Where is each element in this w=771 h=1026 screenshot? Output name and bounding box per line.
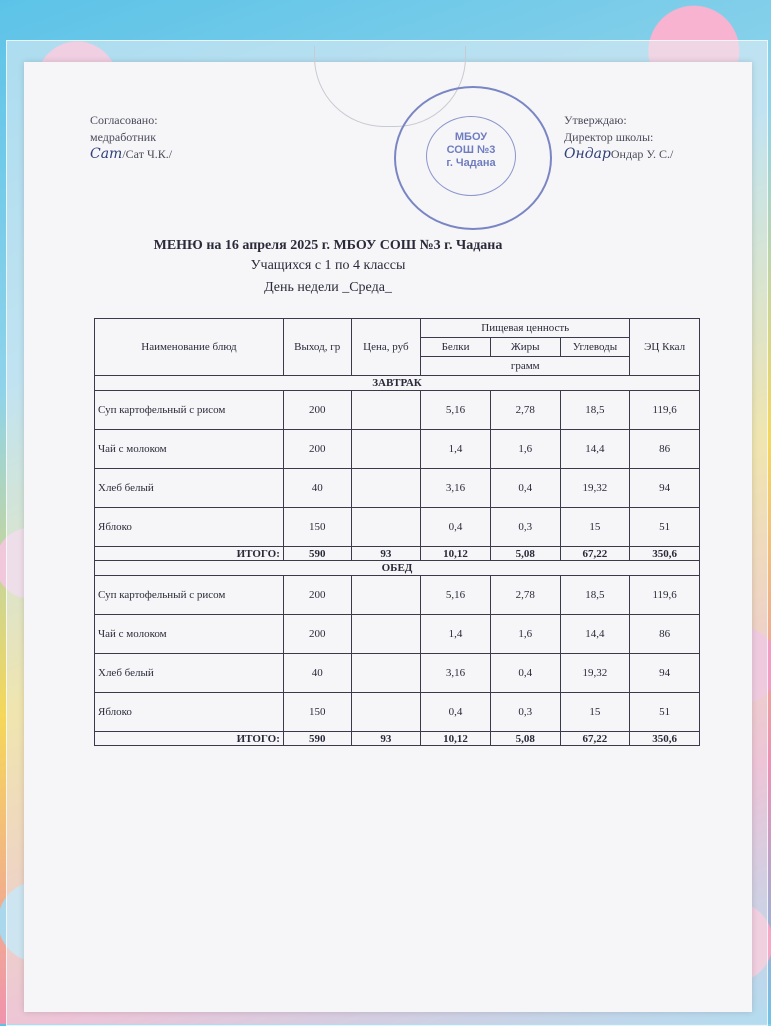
- dish-protein: 1,4: [421, 615, 491, 654]
- total-fat: 5,08: [490, 547, 560, 561]
- dish-fat: 1,6: [490, 430, 560, 469]
- dish-output: 200: [283, 576, 351, 615]
- dish-kcal: 51: [630, 508, 700, 547]
- total-protein: 10,12: [421, 732, 491, 746]
- signature-right: Ондар: [564, 146, 611, 162]
- total-row: [95, 547, 700, 561]
- table-row: [95, 615, 700, 654]
- col-fat-header: Жиры: [490, 338, 560, 357]
- school-stamp: [394, 86, 552, 230]
- menu-table: [94, 318, 700, 746]
- dish-name: Чай с молоком: [95, 430, 284, 469]
- dish-carbs: 18,5: [560, 576, 630, 615]
- dish-kcal: 94: [630, 469, 700, 508]
- dish-output: 200: [283, 391, 351, 430]
- dish-kcal: 86: [630, 430, 700, 469]
- table-row: [95, 430, 700, 469]
- total-output: 590: [283, 732, 351, 746]
- total-label: ИТОГО:: [95, 732, 284, 746]
- col-price-header: Цена, руб: [351, 319, 421, 376]
- dish-name: Чай с молоком: [95, 615, 284, 654]
- dish-fat: 0,3: [490, 508, 560, 547]
- dish-carbs: 15: [560, 693, 630, 732]
- col-nutrition-header: Пищевая ценность: [421, 319, 630, 338]
- dish-output: 150: [283, 508, 351, 547]
- dish-price: [351, 469, 421, 508]
- dish-protein: 3,16: [421, 469, 491, 508]
- dish-output: 200: [283, 430, 351, 469]
- dish-kcal: 51: [630, 693, 700, 732]
- dish-carbs: 19,32: [560, 469, 630, 508]
- dish-fat: 0,3: [490, 693, 560, 732]
- total-kcal: 350,6: [630, 547, 700, 561]
- stamp-line2: СОШ №3: [446, 144, 496, 156]
- approval-left-line1: Согласовано:: [90, 113, 158, 127]
- table-row: [95, 508, 700, 547]
- dish-price: [351, 576, 421, 615]
- dish-name: Хлеб белый: [95, 654, 284, 693]
- dish-fat: 1,6: [490, 615, 560, 654]
- table-row: [95, 693, 700, 732]
- dish-price: [351, 654, 421, 693]
- menu-sheet: [24, 62, 752, 1012]
- dish-output: 150: [283, 693, 351, 732]
- dish-protein: 0,4: [421, 693, 491, 732]
- dish-protein: 3,16: [421, 654, 491, 693]
- dish-protein: 5,16: [421, 576, 491, 615]
- table-row: [95, 654, 700, 693]
- col-name-header: Наименование блюд: [95, 319, 284, 376]
- table-row: [95, 576, 700, 615]
- dish-kcal: 119,6: [630, 576, 700, 615]
- approval-left-name: /Сат Ч.К./: [122, 147, 173, 161]
- section-title: ЗАВТРАК: [95, 376, 700, 391]
- total-price: 93: [351, 547, 421, 561]
- col-protein-header: Белки: [421, 338, 491, 357]
- dish-name: Яблоко: [95, 693, 284, 732]
- dish-fat: 2,78: [490, 391, 560, 430]
- total-label: ИТОГО:: [95, 547, 284, 561]
- menu-weekday: День недели _Среда_: [264, 280, 392, 295]
- dish-carbs: 14,4: [560, 430, 630, 469]
- section-row: [95, 376, 700, 391]
- menu-body: [95, 376, 700, 746]
- dish-name: Суп картофельный с рисом: [95, 576, 284, 615]
- dish-output: 200: [283, 615, 351, 654]
- approval-right: [564, 112, 673, 163]
- dish-price: [351, 693, 421, 732]
- dish-fat: 0,4: [490, 469, 560, 508]
- total-protein: 10,12: [421, 547, 491, 561]
- menu-subtitle: Учащихся с 1 по 4 классы: [250, 258, 406, 273]
- total-price: 93: [351, 732, 421, 746]
- dish-protein: 5,16: [421, 391, 491, 430]
- stamp-inner: [426, 116, 516, 196]
- dish-price: [351, 391, 421, 430]
- dish-name: Хлеб белый: [95, 469, 284, 508]
- menu-title: МЕНЮ на 16 апреля 2025 г. МБОУ СОШ №3 г. Чадана: [153, 238, 503, 253]
- total-output: 590: [283, 547, 351, 561]
- dish-carbs: 18,5: [560, 391, 630, 430]
- col-output-header: Выход, гр: [283, 319, 351, 376]
- approval-right-signature-line: [564, 146, 673, 163]
- dish-output: 40: [283, 469, 351, 508]
- stamp-line1: МБОУ: [454, 131, 488, 143]
- section-title: ОБЕД: [95, 561, 700, 576]
- dish-carbs: 14,4: [560, 615, 630, 654]
- dish-carbs: 19,32: [560, 654, 630, 693]
- dish-price: [351, 430, 421, 469]
- signature-left: Сат: [90, 146, 123, 162]
- dish-kcal: 119,6: [630, 391, 700, 430]
- total-row: [95, 732, 700, 746]
- dish-name: Суп картофельный с рисом: [95, 391, 284, 430]
- dish-fat: 2,78: [490, 576, 560, 615]
- section-row: [95, 561, 700, 576]
- approval-right-name: Ондар У. С./: [610, 147, 674, 161]
- dish-protein: 1,4: [421, 430, 491, 469]
- dish-kcal: 86: [630, 615, 700, 654]
- total-kcal: 350,6: [630, 732, 700, 746]
- dish-fat: 0,4: [490, 654, 560, 693]
- dish-protein: 0,4: [421, 508, 491, 547]
- dish-kcal: 94: [630, 654, 700, 693]
- total-fat: 5,08: [490, 732, 560, 746]
- total-carbs: 67,22: [560, 547, 630, 561]
- col-unit-header: грамм: [421, 357, 630, 376]
- col-carbs-header: Углеводы: [560, 338, 630, 357]
- approval-left-signature-line: [90, 146, 172, 163]
- table-row: [95, 469, 700, 508]
- total-carbs: 67,22: [560, 732, 630, 746]
- table-row: [95, 391, 700, 430]
- col-kcal-header: ЭЦ Ккал: [630, 319, 700, 376]
- dish-carbs: 15: [560, 508, 630, 547]
- approval-left: [90, 112, 172, 163]
- dish-price: [351, 615, 421, 654]
- approval-right-line1: Утверждаю:: [564, 113, 627, 127]
- stamp-line3: г. Чадана: [446, 157, 496, 169]
- approval-right-line2: Директор школы:: [564, 130, 654, 144]
- approval-left-line2: медработник: [90, 130, 157, 144]
- dish-output: 40: [283, 654, 351, 693]
- dish-name: Яблоко: [95, 508, 284, 547]
- dish-price: [351, 508, 421, 547]
